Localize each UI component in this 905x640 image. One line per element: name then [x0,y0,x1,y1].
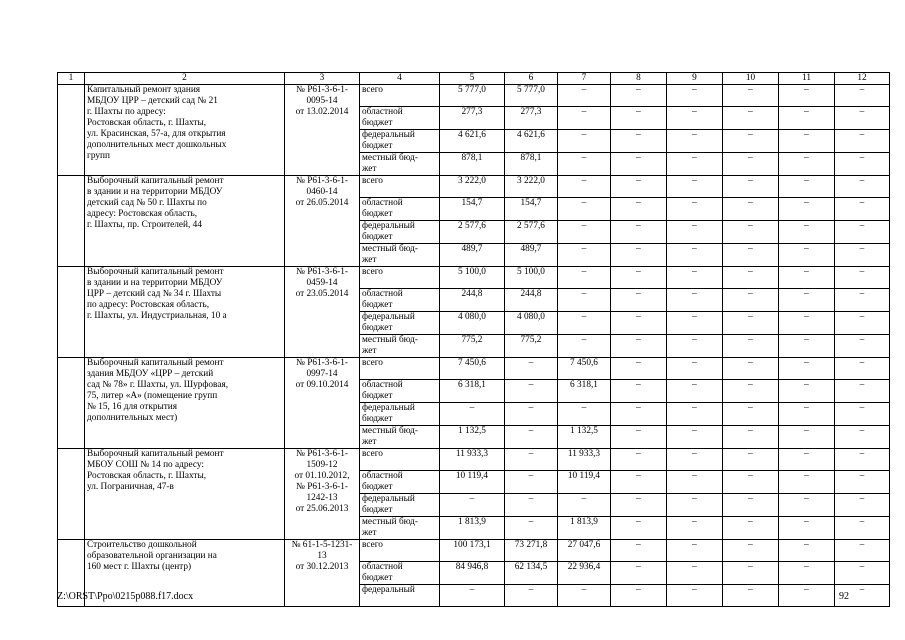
amount-cell: 3 222,0 [440,176,505,198]
table-row [58,267,890,289]
amount-cell: – [779,517,835,540]
amount-cell: – [779,471,835,494]
table-row [58,540,890,562]
amount-cell: – [611,244,667,267]
amount-cell: – [835,107,890,130]
amount-cell: 4 621,6 [505,130,558,153]
amount-cell: – [723,198,779,221]
amount-cell: – [723,585,779,607]
column-number: 12 [835,73,890,85]
amount-cell: – [667,130,723,153]
amount-cell: – [723,426,779,449]
amount-cell: – [611,403,667,426]
amount-cell: – [779,153,835,176]
funding-source: областной бюджет [360,380,440,403]
amount-cell: – [667,517,723,540]
amount-cell: – [835,289,890,312]
column-number: 1 [58,73,85,85]
amount-cell: – [611,221,667,244]
amount-cell: – [835,540,890,562]
amount-cell: – [505,426,558,449]
amount-cell: – [611,426,667,449]
amount-cell: – [723,471,779,494]
amount-cell: 6 318,1 [558,380,611,403]
funding-source: всего [360,540,440,562]
column-number: 5 [440,73,505,85]
funding-source: всего [360,176,440,198]
column-number: 10 [723,73,779,85]
funding-source: областной бюджет [360,562,440,585]
amount-cell: 3 222,0 [505,176,558,198]
amount-cell: 775,2 [440,335,505,358]
amount-cell: 7 450,6 [440,358,505,380]
project-document: № 61-1-5-1231- 13 от 30.12.2013 [285,540,360,607]
row-index-cell [58,358,85,449]
amount-cell: – [779,85,835,107]
amount-cell: – [611,358,667,380]
amount-cell: – [835,153,890,176]
funding-source: всего [360,267,440,289]
file-path: Z:\ORST\Ppo\0215p088.f17.docx [57,591,194,602]
amount-cell: – [667,403,723,426]
amount-cell: 2 577,6 [505,221,558,244]
funding-source: местный бюд- жет [360,335,440,358]
funding-source: областной бюджет [360,289,440,312]
amount-cell: – [835,426,890,449]
amount-cell: 775,2 [505,335,558,358]
funding-source: федеральный бюджет [360,494,440,517]
amount-cell: – [667,562,723,585]
funding-source: местный бюд- жет [360,244,440,267]
project-name: Выборочный капитальный ремонт в здании и на территории МБДОУ детский сад № 50 г. Шахты по адресу: Ростовская область, г. Шахты, пр. Строителей, 44 [85,176,285,267]
amount-cell: – [558,198,611,221]
amount-cell: – [779,426,835,449]
amount-cell: – [611,471,667,494]
amount-cell: 489,7 [440,244,505,267]
column-number: 3 [285,73,360,85]
amount-cell: – [723,267,779,289]
amount-cell: – [558,312,611,335]
amount-cell: – [505,517,558,540]
amount-cell: – [558,153,611,176]
amount-cell: – [558,494,611,517]
amount-cell: 878,1 [440,153,505,176]
column-number: 9 [667,73,723,85]
amount-cell: – [505,471,558,494]
amount-cell: – [835,471,890,494]
funding-source: местный бюд- жет [360,426,440,449]
amount-cell: 1 132,5 [558,426,611,449]
amount-cell: – [667,312,723,335]
amount-cell: – [667,471,723,494]
column-number: 6 [505,73,558,85]
column-number: 11 [779,73,835,85]
amount-cell: – [835,85,890,107]
funding-source: федеральный бюджет [360,312,440,335]
amount-cell: – [723,221,779,244]
amount-cell: – [835,358,890,380]
amount-cell: 244,8 [440,289,505,312]
amount-cell: 7 450,6 [558,358,611,380]
amount-cell: 62 134,5 [505,562,558,585]
row-index-cell [58,449,85,540]
amount-cell: 4 621,6 [440,130,505,153]
amount-cell: – [723,244,779,267]
amount-cell: – [558,335,611,358]
amount-cell: – [835,517,890,540]
amount-cell: – [611,153,667,176]
row-index-cell [58,267,85,358]
amount-cell: – [667,176,723,198]
amount-cell: – [723,517,779,540]
amount-cell: – [723,358,779,380]
amount-cell: – [667,358,723,380]
amount-cell: 878,1 [505,153,558,176]
amount-cell: – [835,312,890,335]
amount-cell: – [835,267,890,289]
amount-cell: – [723,312,779,335]
amount-cell: – [558,244,611,267]
funding-source: всего [360,449,440,471]
amount-cell: 1 132,5 [440,426,505,449]
amount-cell: – [611,562,667,585]
amount-cell: – [440,585,505,607]
amount-cell: – [723,335,779,358]
amount-cell: – [723,562,779,585]
amount-cell: – [505,494,558,517]
amount-cell: – [611,312,667,335]
amount-cell: – [779,176,835,198]
funding-source: областной бюджет [360,198,440,221]
column-number: 8 [611,73,667,85]
amount-cell: – [779,312,835,335]
amount-cell: 73 271,8 [505,540,558,562]
amount-cell: – [667,107,723,130]
row-index-cell [58,176,85,267]
project-name: Строительство дошкольной образовательной организации на 160 мест г. Шахты (центр) [85,540,285,607]
amount-cell: – [505,403,558,426]
funding-source: областной бюджет [360,107,440,130]
amount-cell: – [611,267,667,289]
funding-source: местный бюд- жет [360,517,440,540]
amount-cell: – [835,585,890,607]
amount-cell: – [611,198,667,221]
amount-cell: 11 933,3 [440,449,505,471]
amount-cell: – [667,244,723,267]
amount-cell: 5 100,0 [440,267,505,289]
amount-cell: 10 119,4 [440,471,505,494]
row-index-cell [58,85,85,176]
amount-cell: 277,3 [505,107,558,130]
amount-cell: – [779,540,835,562]
amount-cell: – [779,562,835,585]
amount-cell: – [667,221,723,244]
funding-source: федеральный бюджет [360,403,440,426]
project-name: Капитальный ремонт здания МБДОУ ЦРР – детский сад № 21 г. Шахты по адресу: Ростовская область, г. Шахты, ул. Красинская, 57-а, для открытия дополнительных мест дошкольных групп [85,85,285,176]
amount-cell: – [611,335,667,358]
budget-table [57,72,890,607]
column-number: 4 [360,73,440,85]
amount-cell: – [723,107,779,130]
amount-cell: – [558,130,611,153]
amount-cell: – [779,403,835,426]
project-document: № Р61-3-6-1- 0460-14 от 26.05.2014 [285,176,360,267]
amount-cell: – [835,176,890,198]
amount-cell: 1 813,9 [440,517,505,540]
amount-cell: – [779,198,835,221]
table-row [58,358,890,380]
funding-source: федеральный бюджет [360,130,440,153]
amount-cell: – [505,449,558,471]
amount-cell: – [723,540,779,562]
project-document: № Р61-3-6-1- 0095-14 от 13.02.2014 [285,85,360,176]
amount-cell: – [558,289,611,312]
amount-cell: – [723,403,779,426]
amount-cell: 2 577,6 [440,221,505,244]
amount-cell: – [835,403,890,426]
amount-cell: – [779,494,835,517]
amount-cell: – [667,267,723,289]
project-name: Выборочный капитальный ремонт здания МБДОУ «ЦРР – детский сад № 78» г. Шахты, ул. Шурфовая, 75, литер «А» (помещение групп № 15, 16 для открытия дополнительных мест) [85,358,285,449]
amount-cell: – [611,289,667,312]
amount-cell: – [611,380,667,403]
amount-cell: – [611,517,667,540]
project-name: Выборочный капитальный ремонт в здании и на территории МБДОУ ЦРР – детский сад № 34 г. Шахты по адресу: Ростовская область, г. Шахты, ул. Индустриальная, 10 а [85,267,285,358]
amount-cell: – [505,585,558,607]
amount-cell: 84 946,8 [440,562,505,585]
amount-cell: – [779,244,835,267]
amount-cell: – [835,335,890,358]
amount-cell: – [667,153,723,176]
funding-source: федеральный бюджет [360,221,440,244]
amount-cell: – [723,380,779,403]
amount-cell: – [611,585,667,607]
amount-cell: – [779,289,835,312]
table-row [58,85,890,107]
funding-source: областной бюджет [360,471,440,494]
funding-source: всего [360,85,440,107]
amount-cell: – [779,585,835,607]
amount-cell: 154,7 [505,198,558,221]
amount-cell: – [558,176,611,198]
amount-cell: – [558,585,611,607]
amount-cell: – [835,494,890,517]
amount-cell: – [779,107,835,130]
amount-cell: – [667,198,723,221]
amount-cell: – [667,289,723,312]
amount-cell: – [505,380,558,403]
amount-cell: 11 933,3 [558,449,611,471]
amount-cell: – [611,494,667,517]
amount-cell: – [723,153,779,176]
amount-cell: – [779,267,835,289]
amount-cell: – [779,221,835,244]
amount-cell: – [835,244,890,267]
amount-cell: 5 777,0 [505,85,558,107]
amount-cell: 244,8 [505,289,558,312]
project-name: Выборочный капитальный ремонт МБОУ СОШ № 14 по адресу: Ростовская область, г. Шахты, ул. Пограничная, 47-в [85,449,285,540]
project-document: № Р61-3-6-1- 0459-14 от 23.05.2014 [285,267,360,358]
amount-cell: – [779,335,835,358]
amount-cell: – [611,85,667,107]
amount-cell: – [611,449,667,471]
amount-cell: – [835,221,890,244]
amount-cell: – [558,107,611,130]
amount-cell: 154,7 [440,198,505,221]
amount-cell: – [611,540,667,562]
column-number: 7 [558,73,611,85]
amount-cell: – [835,449,890,471]
funding-source: федеральный [360,585,440,607]
amount-cell: – [611,176,667,198]
amount-cell: – [667,335,723,358]
amount-cell: – [723,85,779,107]
amount-cell: – [667,585,723,607]
amount-cell: – [611,107,667,130]
amount-cell: – [667,540,723,562]
amount-cell: 22 936,4 [558,562,611,585]
amount-cell: – [667,494,723,517]
amount-cell: – [835,198,890,221]
amount-cell: 489,7 [505,244,558,267]
amount-cell: – [667,449,723,471]
amount-cell: 1 813,9 [558,517,611,540]
amount-cell: – [558,267,611,289]
amount-cell: 277,3 [440,107,505,130]
amount-cell: 4 080,0 [440,312,505,335]
amount-cell: – [440,494,505,517]
column-number: 2 [85,73,285,85]
amount-cell: 5 100,0 [505,267,558,289]
amount-cell: – [611,130,667,153]
amount-cell: – [723,130,779,153]
amount-cell: – [667,426,723,449]
amount-cell: – [558,85,611,107]
amount-cell: – [723,494,779,517]
amount-cell: 5 777,0 [440,85,505,107]
column-number-row [58,73,890,85]
amount-cell: – [440,403,505,426]
amount-cell: – [723,176,779,198]
amount-cell: 100 173,1 [440,540,505,562]
table-row [58,176,890,198]
amount-cell: 4 080,0 [505,312,558,335]
table-row [58,449,890,471]
amount-cell: – [723,289,779,312]
funding-source: всего [360,358,440,380]
amount-cell: – [558,221,611,244]
amount-cell: – [667,380,723,403]
amount-cell: – [779,380,835,403]
amount-cell: – [779,449,835,471]
amount-cell: 10 119,4 [558,471,611,494]
page-number: 92 [839,591,849,602]
project-document: № Р61-3-6-1- 1509-12 от 01.10.2012, № Р61-3-6-1- 1242-13 от 25.06.2013 [285,449,360,540]
amount-cell: – [835,130,890,153]
project-document: № Р61-3-6-1- 0997-14 от 09.10.2014 [285,358,360,449]
amount-cell: – [723,449,779,471]
amount-cell: – [558,403,611,426]
amount-cell: – [779,358,835,380]
amount-cell: – [779,130,835,153]
amount-cell: – [835,562,890,585]
amount-cell: 6 318,1 [440,380,505,403]
amount-cell: 27 047,6 [558,540,611,562]
amount-cell: – [667,85,723,107]
funding-source: местный бюд- жет [360,153,440,176]
amount-cell: – [505,358,558,380]
amount-cell: – [835,380,890,403]
